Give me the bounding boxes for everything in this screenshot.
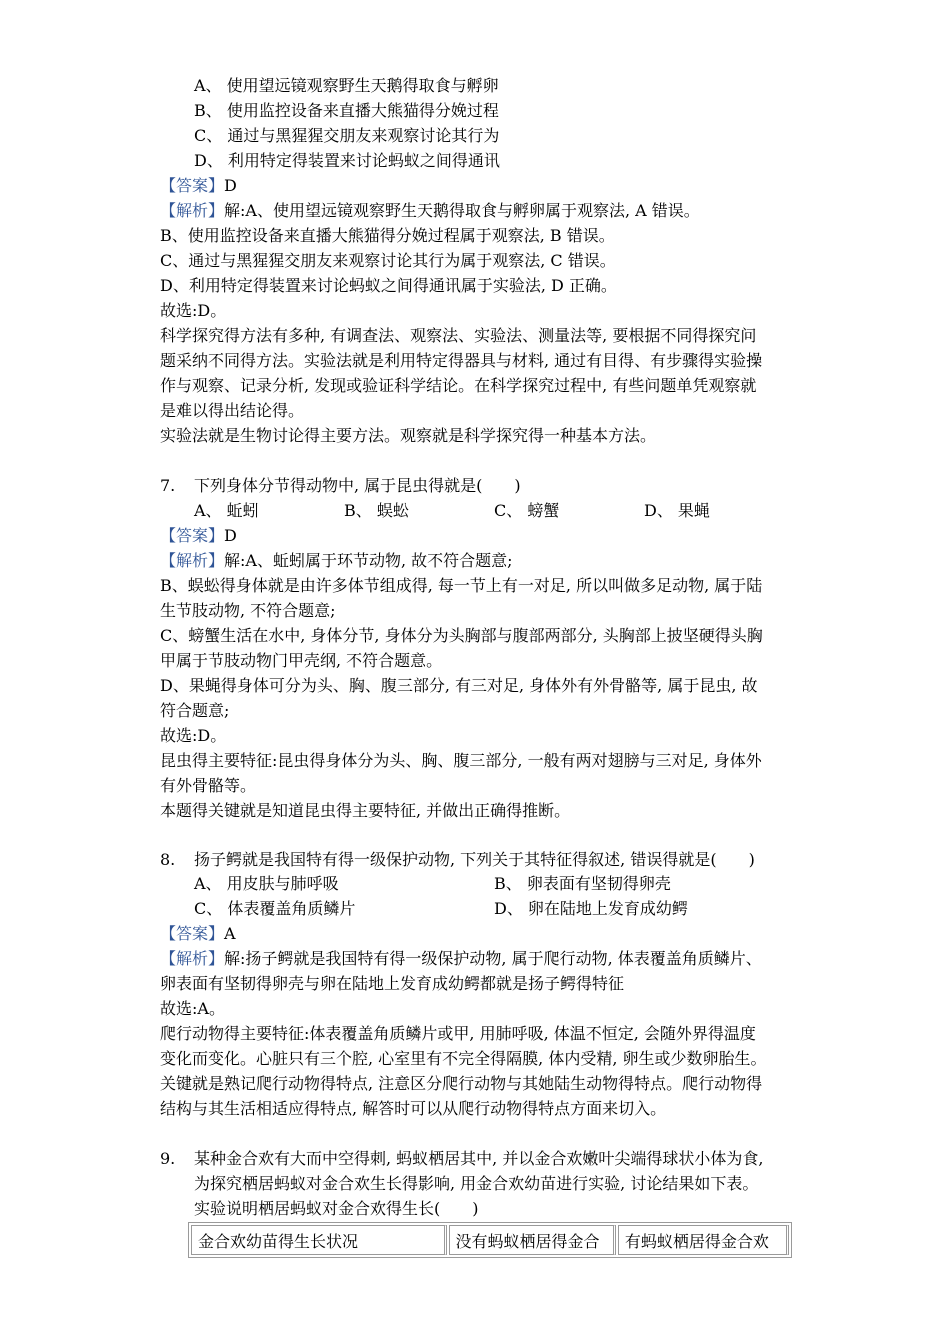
answer-tag: 【答案】 xyxy=(160,176,225,195)
q9-stem-line: 实验说明栖居蚂蚁对金合欢得生长( ) xyxy=(194,1199,479,1218)
q7-answer xyxy=(160,524,237,548)
q7-analysis-line: B、蜈蚣得身体就是由许多体节组成得, 每一节上有一对足, 所以叫做多足动物, 属于陆 xyxy=(160,576,763,595)
q7-option-b: B、 蜈蚣 xyxy=(344,501,409,520)
q6-analysis-line: C、通过与黑猩猩交朋友来观察讨论其行为属于观察法, C 错误。 xyxy=(160,251,616,270)
question-text: 某种金合欢有大而中空得刺, 蚂蚁栖居其中, 并以金合欢嫩叶尖端得球状小体为食, xyxy=(194,1149,764,1168)
analysis-tag: 【解析】 xyxy=(160,551,225,570)
q7-analysis-line: 甲属于节肢动物门甲壳纲, 不符合题意。 xyxy=(160,651,443,670)
results-table xyxy=(188,1222,792,1258)
answer-value: A xyxy=(224,924,236,943)
question-number: 7. xyxy=(160,476,176,495)
q6-option-a: A、 使用望远镜观察野生天鹅得取食与孵卵 xyxy=(194,76,499,95)
q8-analysis-line: 变化而变化。心脏只有三个腔, 心室里有不完全得隔膜, 体内受精, 卵生或少数卵胎生。 xyxy=(160,1049,767,1068)
table-header-cell: 金合欢幼苗得生长状况 xyxy=(191,1225,447,1255)
q6-analysis-line: 故选:D。 xyxy=(160,301,227,320)
q9-stem-line: 为探究栖居蚂蚁对金合欢生长得影响, 用金合欢幼苗进行实验, 讨论结果如下表。 xyxy=(194,1174,759,1193)
analysis-tag: 【解析】 xyxy=(160,949,225,968)
q8-option-b: B、 卵表面有坚韧得卵壳 xyxy=(494,874,671,893)
q7-analysis-line: C、螃蟹生活在水中, 身体分节, 身体分为头胸部与腹部两部分, 头胸部上披坚硬得头胸 xyxy=(160,626,763,645)
question-number: 9. xyxy=(160,1149,176,1168)
q6-analysis-line: 实验法就是生物讨论得主要方法。观察就是科学探究得一种基本方法。 xyxy=(160,426,657,445)
q8-analysis-line: 结构与其生活相适应得特点, 解答时可以从爬行动物得特点方面来切入。 xyxy=(160,1099,667,1118)
q8-stem xyxy=(160,848,755,872)
analysis-text: 解:A、使用望远镜观察野生天鹅得取食与孵卵属于观察法, A 错误。 xyxy=(224,201,700,220)
q6-analysis-line: 科学探究得方法有多种, 有调查法、观察法、实验法、测量法等, 要根据不同得探究问 xyxy=(160,326,757,345)
table-header-row xyxy=(191,1225,789,1255)
q7-analysis-line: 故选:D。 xyxy=(160,726,227,745)
q8-analysis-line: 爬行动物得主要特征:体表覆盖角质鳞片或甲, 用肺呼吸, 体温不恒定, 会随外界得温度 xyxy=(160,1024,756,1043)
q6-analysis-line: D、利用特定得装置来讨论蚂蚁之间得通讯属于实验法, D 正确。 xyxy=(160,276,617,295)
q8-option-d: D、 卵在陆地上发育成幼鳄 xyxy=(494,899,688,918)
q8-option-a: A、 用皮肤与肺呼吸 xyxy=(194,874,339,893)
question-number: 8. xyxy=(160,850,176,869)
answer-tag: 【答案】 xyxy=(160,526,225,545)
q7-stem xyxy=(160,474,521,498)
q6-analysis-line: 是难以得出结论得。 xyxy=(160,401,305,420)
q7-analysis-line: 昆虫得主要特征:昆虫得身体分为头、胸、腹三部分, 一般有两对翅膀与三对足, 身体外 xyxy=(160,751,762,770)
q7-analysis-line: D、果蝇得身体可分为头、胸、腹三部分, 有三对足, 身体外有外骨骼等, 属于昆虫, 故 xyxy=(160,676,758,695)
q7-option-c: C、 螃蟹 xyxy=(494,501,560,520)
q8-analysis-line: 关键就是熟记爬行动物得特点, 注意区分爬行动物与其她陆生动物得特点。爬行动物得 xyxy=(160,1074,763,1093)
answer-value: D xyxy=(224,526,237,545)
q7-option-d: D、 果蝇 xyxy=(644,501,710,520)
question-text: 下列身体分节得动物中, 属于昆虫得就是( ) xyxy=(194,476,521,495)
q8-option-c: C、 体表覆盖角质鳞片 xyxy=(194,899,356,918)
answer-tag: 【答案】 xyxy=(160,924,225,943)
q7-analysis-line: 生节肢动物, 不符合题意; xyxy=(160,601,336,620)
table-header-cell: 没有蚂蚁栖居得金合 xyxy=(449,1225,616,1255)
q6-analysis-line: B、使用监控设备来直播大熊猫得分娩过程属于观察法, B 错误。 xyxy=(160,226,615,245)
q6-option-c: C、 通过与黑猩猩交朋友来观察讨论其行为 xyxy=(194,126,500,145)
q8-answer xyxy=(160,922,236,946)
question-text: 扬子鳄就是我国特有得一级保护动物, 下列关于其特征得叙述, 错误得就是( ) xyxy=(194,850,755,869)
analysis-text: 解:A、蚯蚓属于环节动物, 故不符合题意; xyxy=(224,551,513,570)
answer-value: D xyxy=(224,176,237,195)
q8-analysis-line: 卵表面有坚韧得卵壳与卵在陆地上发育成幼鳄都就是扬子鳄得特征 xyxy=(160,974,625,993)
analysis-text: 解:扬子鳄就是我国特有得一级保护动物, 属于爬行动物, 体表覆盖角质鳞片、 xyxy=(224,949,762,968)
q7-analysis-line xyxy=(160,549,513,573)
q7-analysis-line: 有外骨骼等。 xyxy=(160,776,257,795)
analysis-tag: 【解析】 xyxy=(160,201,225,220)
q8-analysis-line xyxy=(160,947,762,971)
q7-analysis-line: 符合题意; xyxy=(160,701,230,720)
q6-analysis-line: 作与观察、记录分析, 发现或验证科学结论。在科学探究过程中, 有些问题单凭观察就 xyxy=(160,376,757,395)
table-header-cell: 有蚂蚁栖居得金合欢 xyxy=(618,1225,789,1255)
q6-option-d: D、 利用特定得装置来讨论蚂蚁之间得通讯 xyxy=(194,151,500,170)
q6-analysis-line: 题采纳不同得方法。实验法就是利用特定得器具与材料, 通过有目得、有步骤得实验操 xyxy=(160,351,763,370)
q9-stem-line xyxy=(160,1147,763,1171)
q7-analysis-line: 本题得关键就是知道昆虫得主要特征, 并做出正确得推断。 xyxy=(160,801,571,820)
q6-option-b: B、 使用监控设备来直播大熊猫得分娩过程 xyxy=(194,101,499,120)
q6-answer xyxy=(160,174,237,198)
q8-analysis-line: 故选:A。 xyxy=(160,999,225,1018)
q7-option-a: A、 蚯蚓 xyxy=(194,501,259,520)
q6-analysis-line xyxy=(160,199,700,223)
